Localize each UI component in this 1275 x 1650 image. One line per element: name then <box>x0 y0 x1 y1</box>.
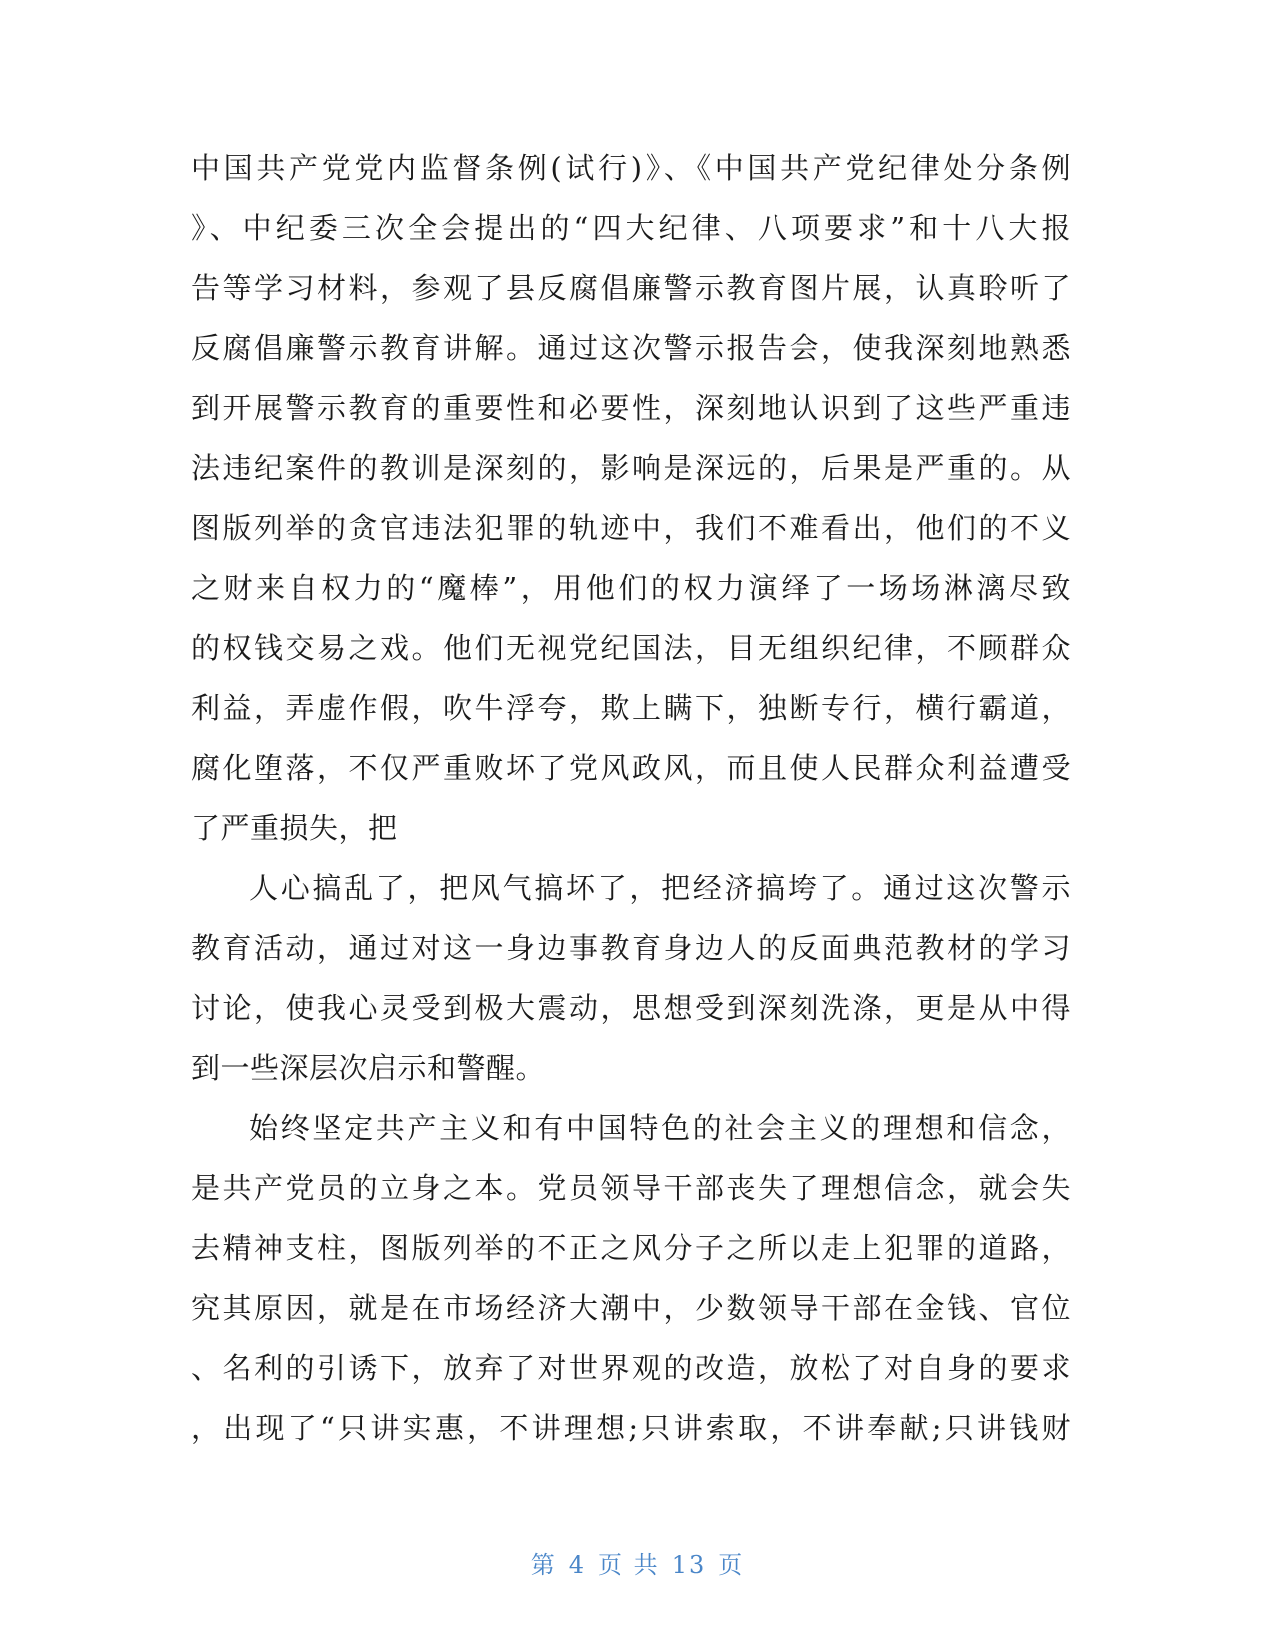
footer-total-pages: 13 <box>671 1551 707 1579</box>
text-line: 、名利的引诱下，放弃了对世界观的改造，放松了对自身的要求 <box>191 1351 1071 1385</box>
footer-prefix: 第 <box>530 1551 557 1579</box>
text-line: 究其原因，就是在市场经济大潮中，少数领导干部在金钱、官位 <box>191 1291 1071 1325</box>
text-line: 去精神支柱，图版列举的不正之风分子之所以走上犯罪的道路， <box>191 1231 1071 1265</box>
text-line: 是共产党员的立身之本。党员领导干部丧失了理想信念，就会失 <box>191 1171 1071 1205</box>
text-line: 的权钱交易之戏。他们无视党纪国法，目无组织纪律，不顾群众 <box>191 631 1071 665</box>
text-line: 反腐倡廉警示教育讲解。通过这次警示报告会，使我深刻地熟悉 <box>191 331 1071 365</box>
text-line: 图版列举的贪官违法犯罪的轨迹中，我们不难看出，他们的不义 <box>191 511 1071 545</box>
text-line: 到一些深层次启示和警醒。 <box>191 1051 546 1085</box>
document-body <box>191 138 1071 1458</box>
text-line: 之财来自权力的“魔棒”，用他们的权力演绎了一场场淋漓尽致 <box>191 571 1071 605</box>
text-line: 人心搞乱了，把风气搞坏了，把经济搞垮了。通过这次警示 <box>249 871 1071 905</box>
footer-current-page: 4 <box>568 1551 587 1579</box>
footer-suffix: 页 <box>718 1551 745 1579</box>
text-line: 了严重损失，把 <box>191 811 398 845</box>
text-line: 利益，弄虚作假，吹牛浮夸，欺上瞒下，独断专行，横行霸道， <box>191 691 1071 725</box>
text-line: 法违纪案件的教训是深刻的，影响是深远的，后果是严重的。从 <box>191 451 1071 485</box>
text-line: 始终坚定共产主义和有中国特色的社会主义的理想和信念， <box>249 1111 1071 1145</box>
paragraph-1 <box>191 138 1071 858</box>
text-line: ，出现了“只讲实惠，不讲理想;只讲索取，不讲奉献;只讲钱财 <box>191 1411 1071 1445</box>
text-line: 》、中纪委三次全会提出的“四大纪律、八项要求”和十八大报 <box>191 211 1071 245</box>
paragraph-3 <box>191 1098 1071 1458</box>
text-line: 讨论，使我心灵受到极大震动，思想受到深刻洗涤，更是从中得 <box>191 991 1071 1025</box>
text-line: 到开展警示教育的重要性和必要性，深刻地认识到了这些严重违 <box>191 391 1071 425</box>
footer-middle: 页 共 <box>598 1551 660 1579</box>
page-number-footer <box>0 1545 1275 1580</box>
text-line: 腐化堕落，不仅严重败坏了党风政风，而且使人民群众利益遭受 <box>191 751 1071 785</box>
text-line: 中国共产党党内监督条例(试行)》、《中国共产党纪律处分条例 <box>191 151 1071 185</box>
text-line: 告等学习材料，参观了县反腐倡廉警示教育图片展，认真聆听了 <box>191 271 1071 305</box>
text-line: 教育活动，通过对这一身边事教育身边人的反面典范教材的学习 <box>191 931 1071 965</box>
paragraph-2 <box>191 858 1071 1098</box>
